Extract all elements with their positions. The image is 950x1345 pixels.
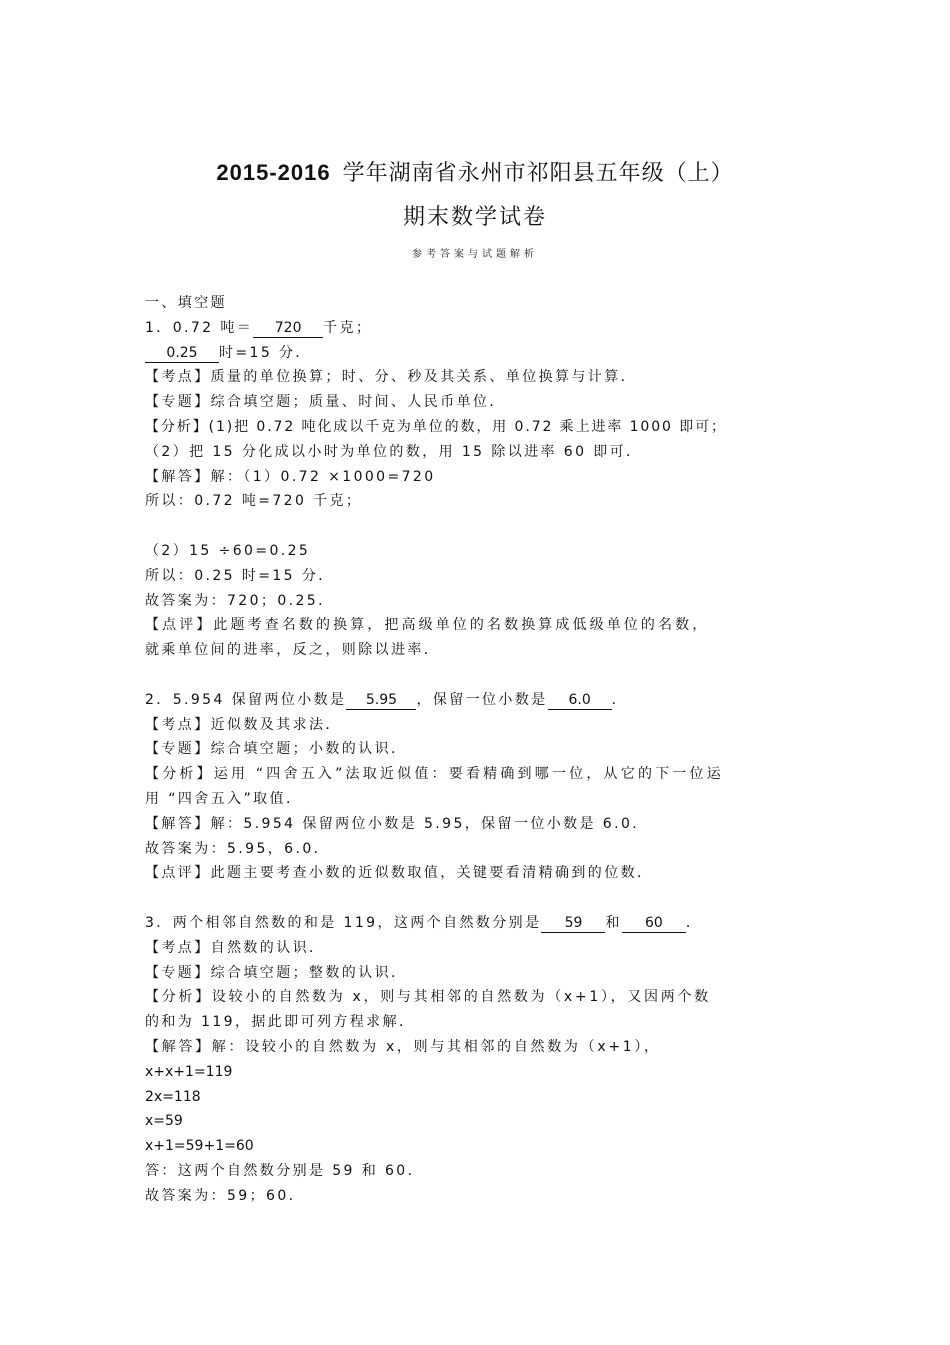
q3-text-b: 和 bbox=[605, 914, 622, 931]
q3-text-a: 3．两个相邻自然数的和是 119，这两个自然数分别是 bbox=[145, 914, 542, 931]
q3-equation-2: 2x=118 bbox=[145, 1088, 201, 1105]
q3-jieda-1: 【解答】解：设较小的自然数为 x，则与其相邻的自然数为（x+1）， bbox=[145, 1038, 661, 1055]
q3-fenxi-1: 【分析】设较小的自然数为 x，则与其相邻的自然数为（x+1），又因两个数 bbox=[145, 989, 711, 1006]
q1-text-b: 千克； bbox=[323, 319, 373, 336]
q1-answer-summary: 故答案为：720；0.25． bbox=[145, 592, 335, 609]
blank-line bbox=[145, 886, 825, 911]
q2-line bbox=[145, 688, 825, 713]
q1-text-a: 1．0.72 吨＝ bbox=[145, 319, 254, 336]
q1-line-2 bbox=[145, 341, 825, 366]
q2-fenxi-1: 【分析】运用 “四舍五入”法取近似值：要看精确到哪一位，从它的下一位运 bbox=[145, 766, 724, 783]
q1-dianping-1: 【点评】此题考查名数的换算，把高级单位的名数换算成低级单位的名数， bbox=[145, 617, 710, 634]
q1-answer-1: 720 bbox=[253, 319, 323, 338]
q1-kaodian: 【考点】质量的单位换算；时、分、秒及其关系、单位换算与计算． bbox=[145, 369, 637, 386]
q2-kaodian: 【考点】近似数及其求法． bbox=[145, 716, 342, 733]
q2-zhuanti: 【专题】综合填空题；小数的认识． bbox=[145, 741, 408, 758]
q2-jieda-1: 【解答】解：5.954 保留两位小数是 5.95，保留一位小数是 6.0． bbox=[145, 815, 649, 832]
q3-da: 答：这两个自然数分别是 59 和 60． bbox=[145, 1162, 424, 1179]
q3-kaodian: 【考点】自然数的认识． bbox=[145, 939, 326, 956]
q1-text-c: 时=15 分． bbox=[219, 344, 312, 361]
q2-fenxi-2: 用 “四舍五入”取值． bbox=[145, 790, 303, 807]
q1-line bbox=[145, 316, 825, 341]
q2-answer-summary: 故答案为：5.95，6.0． bbox=[145, 840, 331, 857]
q1-answer-2: 0.25 bbox=[145, 344, 219, 363]
exam-title-year: 2015-2016 bbox=[216, 160, 331, 185]
section-heading: 一、填空题 bbox=[145, 295, 227, 311]
exam-title-text: 学年湖南省永州市祁阳县五年级（上） bbox=[342, 161, 734, 186]
q3-equation-3: x=59 bbox=[145, 1113, 183, 1130]
q1-dianping-2: 就乘单位间的进率，反之，则除以进率． bbox=[145, 642, 441, 659]
q2-text-c: ． bbox=[611, 691, 629, 708]
q3-equation-1: x+x+1=119 bbox=[145, 1063, 233, 1080]
q2-answer-2: 6.0 bbox=[548, 691, 612, 710]
blank-line bbox=[145, 514, 825, 539]
q3-zhuanti: 【专题】综合填空题；整数的认识． bbox=[145, 964, 408, 981]
document-body bbox=[145, 291, 825, 1208]
q1-fenxi-1: 【分析】(1)把 0.72 吨化成以千克为单位的数，用 0.72 乘上进率 1000 即可； bbox=[145, 418, 727, 435]
q3-answer-summary: 故答案为：59；60． bbox=[145, 1187, 306, 1204]
q1-zhuanti: 【专题】综合填空题；质量、时间、人民币单位． bbox=[145, 394, 506, 411]
q1-jieda-3: （2）15 ÷60=0.25 bbox=[145, 542, 311, 559]
q3-answer-2: 60 bbox=[622, 914, 686, 933]
exam-title bbox=[0, 156, 950, 187]
q2-dianping: 【点评】此题主要考查小数的近似数取值，关键要看清精确到的位数． bbox=[145, 865, 654, 882]
blank-line bbox=[145, 663, 825, 688]
exam-subtitle: 参考答案与试题解析 bbox=[412, 249, 538, 260]
q3-equation-4: x+1=59+1=60 bbox=[145, 1138, 254, 1155]
q2-answer-1: 5.95 bbox=[346, 691, 416, 710]
q3-text-c: ． bbox=[685, 914, 703, 931]
q1-jieda-2: 所以：0.72 吨=720 千克； bbox=[145, 493, 363, 510]
q2-text-a: 2．5.954 保留两位小数是 bbox=[145, 691, 347, 708]
exam-title-line2: 期末数学试卷 bbox=[402, 205, 547, 230]
q3-line bbox=[145, 911, 825, 936]
q3-fenxi-2: 的和为 119，据此即可列方程求解． bbox=[145, 1014, 416, 1031]
q1-fenxi-2: （2）把 15 分化成以小时为单位的数，用 15 除以进率 60 即可． bbox=[145, 443, 643, 460]
q1-jieda-1: 【解答】解：（1）0.72 ×1000=720 bbox=[145, 468, 436, 485]
q3-answer-1: 59 bbox=[541, 914, 605, 933]
q1-jieda-4: 所以：0.25 时=15 分． bbox=[145, 567, 335, 584]
q2-text-b: ，保留一位小数是 bbox=[416, 691, 548, 708]
